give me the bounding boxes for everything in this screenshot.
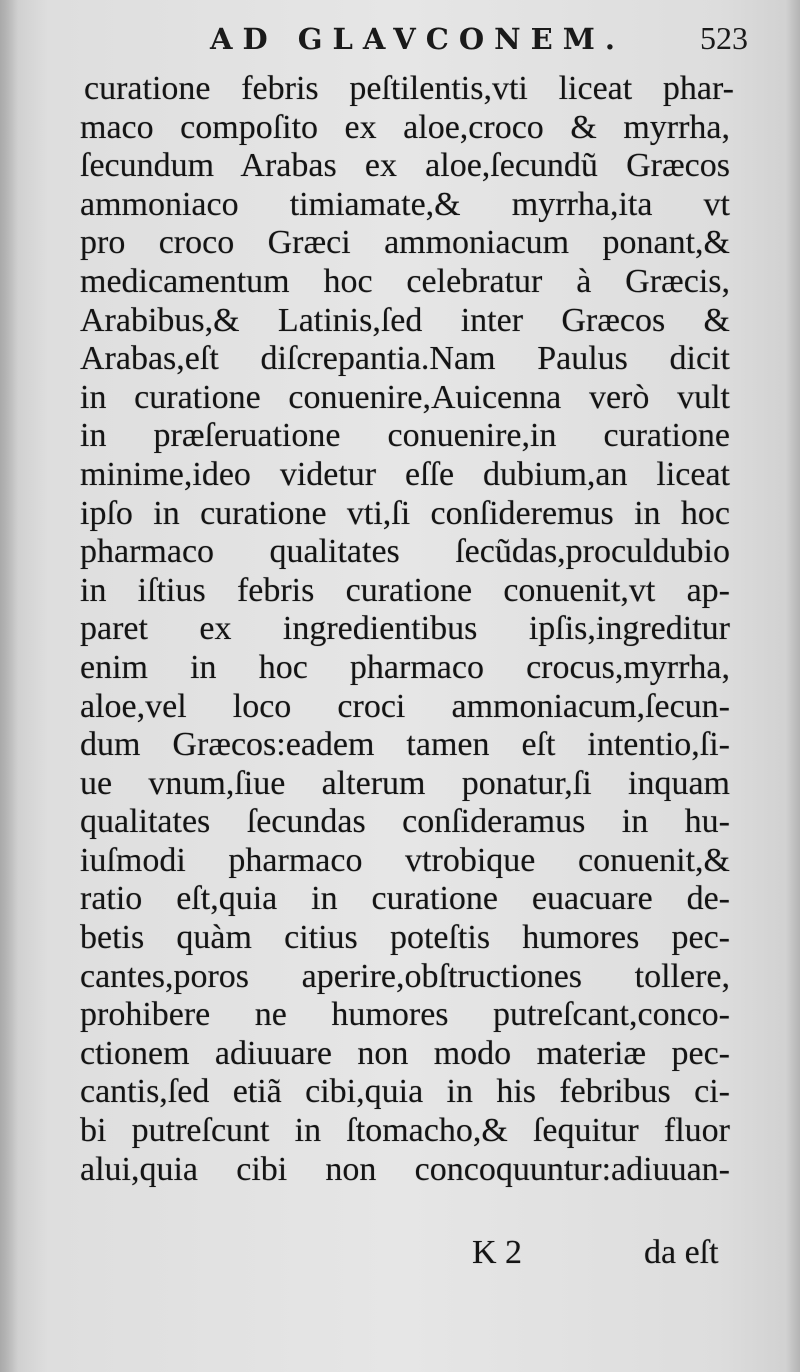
text-line: ſecundum Arabas ex aloe,ſecundũ Græcos xyxy=(80,147,730,185)
text-line: dum Græcos:eadem tamen eſt intentio,ſi- xyxy=(80,726,730,764)
signature-mark: K 2 xyxy=(472,1234,523,1271)
text-line: ue vnum,ſiue alterum ponatur,ſi inquam xyxy=(80,764,730,802)
text-line: cantis,ſed etiã cibi,quia in his febribus ci- xyxy=(80,1073,730,1111)
text-line: Arabas,eſt diſcrepantia.Nam Paulus dicit xyxy=(80,340,730,378)
text-line: ratio eſt,quia in curatione euacuare de- xyxy=(80,880,730,918)
text-line: pharmaco qualitates ſecũdas,proculdubio xyxy=(80,533,730,571)
text-line: enim in hoc pharmaco crocus,myrrha, xyxy=(80,648,730,686)
text-line: in curatione conuenire,Auicenna verò vult xyxy=(80,378,730,416)
text-line: paret ex ingredientibus ipſis,ingreditur xyxy=(80,610,730,648)
text-line: bi putreſcunt in ſtomacho,& ſequitur fluor xyxy=(80,1112,730,1150)
page-footer xyxy=(0,1232,800,1282)
page-number: 523 xyxy=(700,20,748,56)
catchword: da eſt xyxy=(644,1234,719,1271)
text-line: in iſtius febris curatione conuenit,vt ap- xyxy=(80,571,730,609)
text-line: qualitates ſecundas conſideramus in hu- xyxy=(80,803,730,841)
text-line: maco compoſito ex aloe,croco & myrrha, xyxy=(80,108,730,146)
text-line: pro croco Græci ammoniacum ponant,& xyxy=(80,224,730,262)
text-line: ctionem adiuuare non modo materiæ pec- xyxy=(80,1034,730,1072)
text-line: in præſeruatione conuenire,in curatione xyxy=(80,417,730,455)
page-header xyxy=(0,14,800,64)
text-line: prohibere ne humores putreſcant,conco- xyxy=(80,996,730,1034)
text-line: ammoniaco timiamate,& myrrha,ita vt xyxy=(80,185,730,223)
text-line: alui,quia cibi non concoquuntur:adiuuan- xyxy=(80,1150,730,1188)
text-line: betis quàm citius poteſtis humores pec- xyxy=(80,919,730,957)
text-line: medicamentum hoc celebratur à Græcis, xyxy=(80,262,730,300)
text-line: cantes,poros aperire,obſtructiones tollere, xyxy=(80,957,730,995)
text-line: aloe,vel loco croci ammoniacum,ſecun- xyxy=(80,687,730,725)
text-line: iuſmodi pharmaco vtrobique conuenit,& xyxy=(80,841,730,879)
body-text xyxy=(80,70,734,1189)
text-line: Arabibus,& Latinis,ſed inter Græcos & xyxy=(80,301,730,339)
text-line: ipſo in curatione vti,ſi conſideremus in hoc xyxy=(80,494,730,532)
text-line: minime,ideo videtur eſſe dubium,an liceat xyxy=(80,455,730,493)
text-line: curatione febris peſtilentis,vti liceat phar- xyxy=(84,70,734,107)
running-head: AD GLAVCONEM. xyxy=(210,22,625,56)
